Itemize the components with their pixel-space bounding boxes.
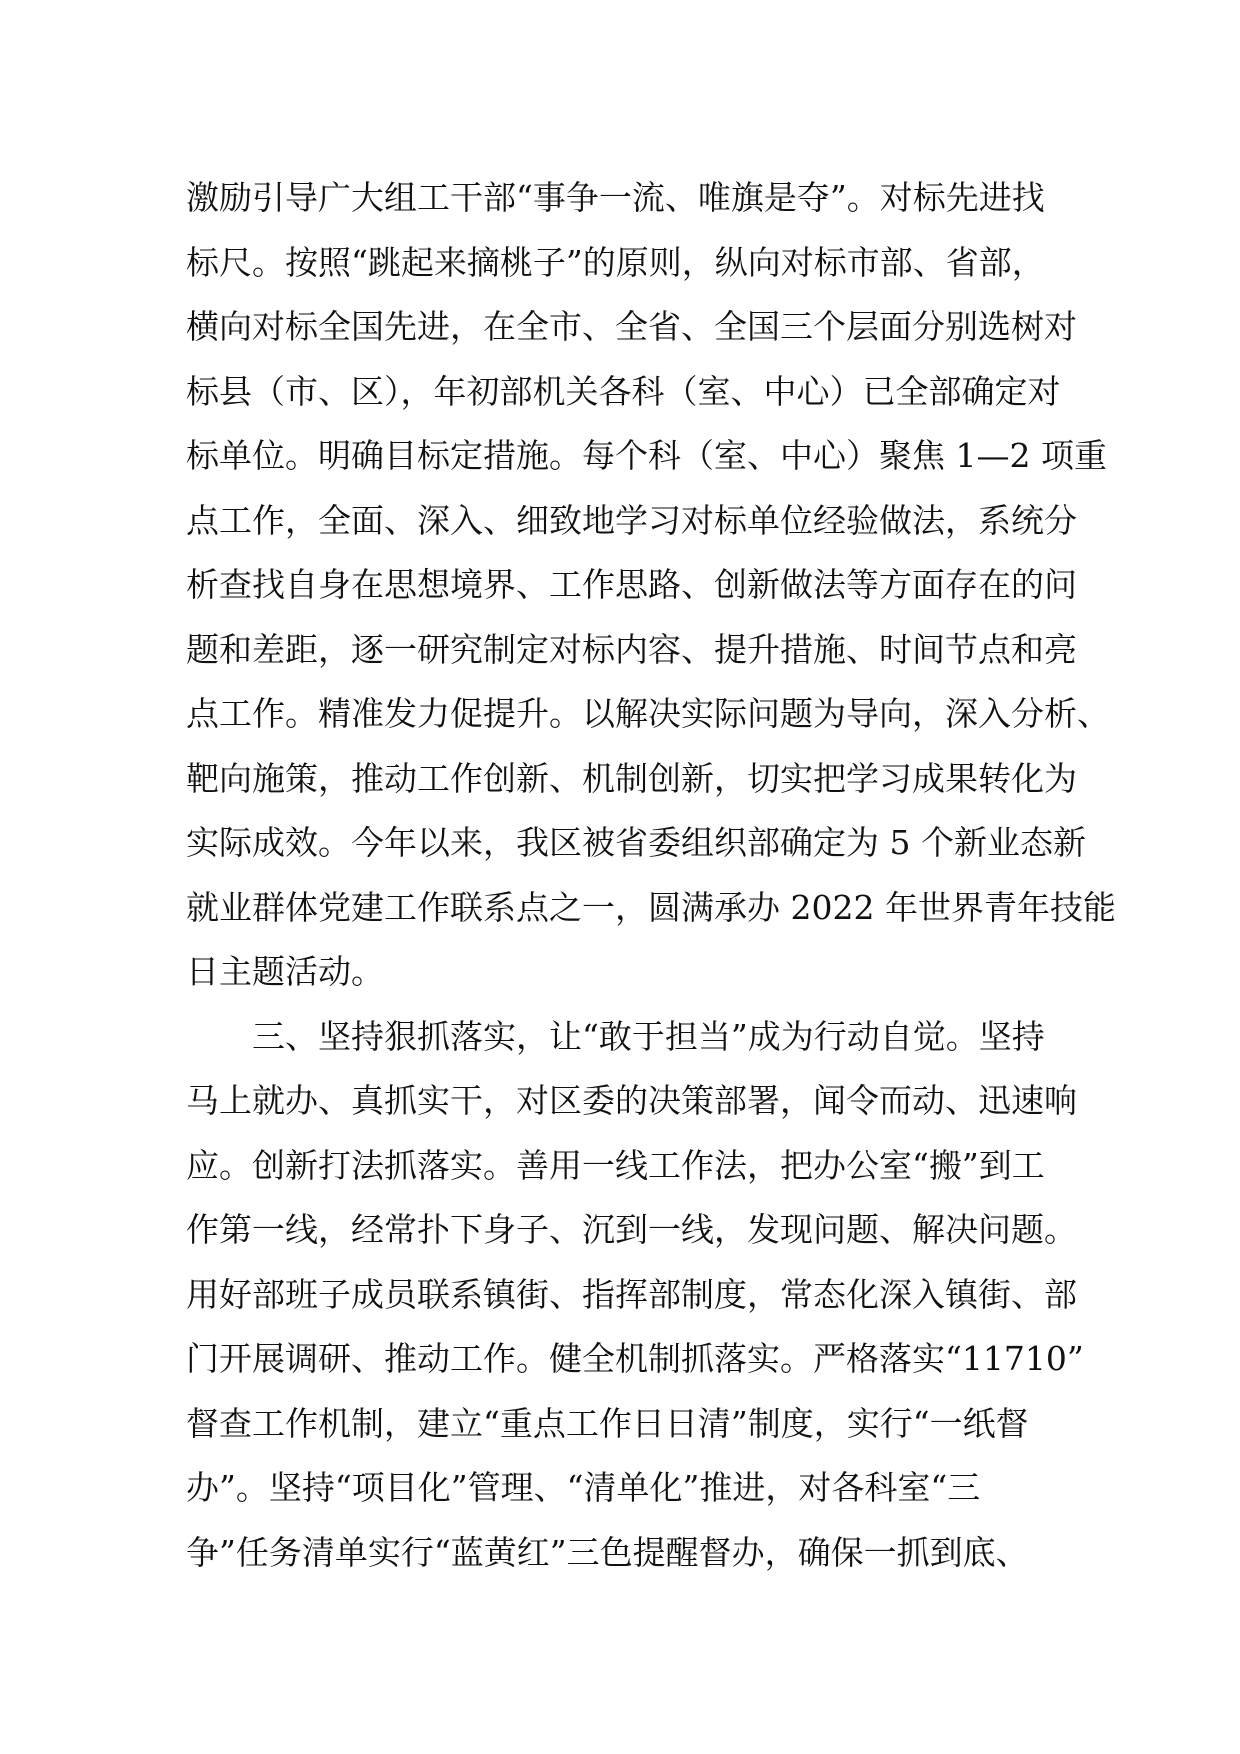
text-line: 门开展调研、推动工作。健全机制抓落实。严格落实“11710” — [186, 1339, 1084, 1378]
text-line: 日主题活动。 — [186, 952, 384, 991]
body-text — [186, 166, 1116, 1585]
text-line: 实际成效。今年以来，我区被省委组织部确定为 5 个新业态新 — [186, 823, 1086, 862]
text-line: 点工作，全面、深入、细致地学习对标单位经验做法，系统分 — [186, 500, 1077, 540]
text-line: 应。创新打法抓落实。善用一线工作法，把办公室“搬”到工 — [186, 1145, 1045, 1185]
text-line: 作第一线，经常扑下身子、沉到一线，发现问题、解决问题。 — [186, 1210, 1077, 1249]
text-line: 标尺。按照“跳起来摘桃子”的原则，纵向对标市部、省部， — [186, 242, 1045, 282]
text-line: 办”。坚持“项目化”管理、“清单化”推进，对各科室“三 — [186, 1468, 981, 1507]
text-line: 马上就办、真抓实干，对区委的决策部署，闻令而动、迅速响 — [186, 1081, 1077, 1120]
section-heading-line: 三、坚持狠抓落实，让“敢于担当”成为行动自觉。坚持 — [252, 1016, 1045, 1056]
text-line: 争”任务清单实行“蓝黄红”三色提醒督办，确保一抓到底、 — [186, 1532, 1029, 1572]
text-line: 就业群体党建工作联系点之一，圆满承办 2022 年世界青年技能 — [186, 887, 1116, 927]
text-line: 激励引导广大组工干部“事争一流、唯旗是夺”。对标先进找 — [186, 178, 1045, 217]
text-line: 标县（市、区），年初部机关各科（室、中心）已全部确定对 — [186, 371, 1061, 411]
text-line: 点工作。精准发力促提升。以解决实际问题为导向，深入分析、 — [186, 694, 1110, 733]
text-line: 横向对标全国先进，在全市、全省、全国三个层面分别选树对 — [186, 307, 1077, 346]
text-line: 题和差距，逐一研究制定对标内容、提升措施、时间节点和亮 — [186, 629, 1077, 669]
text-line: 靶向施策，推动工作创新、机制创新，切实把学习成果转化为 — [186, 758, 1077, 798]
text-line: 用好部班子成员联系镇街、指挥部制度，常态化深入镇街、部 — [186, 1274, 1077, 1314]
text-line: 标单位。明确目标定措施。每个科（室、中心）聚焦 1—2 项重 — [186, 436, 1107, 475]
text-line: 析查找自身在思想境界、工作思路、创新做法等方面存在的问 — [186, 565, 1077, 604]
text-line: 督查工作机制，建立“重点工作日日清”制度，实行“一纸督 — [186, 1403, 1029, 1443]
